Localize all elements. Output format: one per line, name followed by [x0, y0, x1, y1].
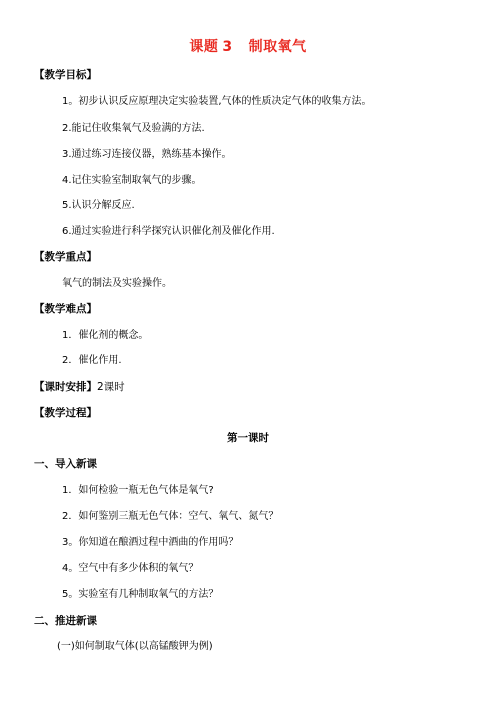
lesson-title: 第一课时: [227, 432, 269, 444]
section2-heading: 二、推进新课: [34, 615, 97, 627]
goal-item-5: 5.认识分解反应.: [62, 200, 135, 211]
difficulty-item-2: 2．催化作用.: [62, 355, 122, 366]
title-prefix: 课题: [189, 39, 219, 55]
section1-item-2: 2．如何鉴别三瓶无色气体：空气、氧气、氮气？: [62, 511, 279, 522]
goals-heading: 【教学目标】: [34, 69, 97, 81]
title-number: 3: [222, 39, 233, 55]
key-points-text: 氧气的制法及实验操作。: [62, 278, 172, 289]
schedule-value: 2课时: [97, 381, 125, 393]
title-name: 制取氧气: [248, 39, 307, 55]
key-points-heading: 【教学重点】: [34, 251, 97, 263]
schedule-heading: 【课时安排】: [34, 381, 97, 393]
difficulties-heading: 【教学难点】: [34, 303, 97, 315]
section1-item-4: 4。空气中有多少体积的氧气？: [62, 563, 199, 574]
goal-item-4: 4.记住实验室制取氧气的步骤。: [62, 175, 202, 186]
goal-item-1: 1。初步认识反应原理决定实验装置,气体的性质决定气体的收集方法。: [62, 96, 372, 107]
section1-item-3: 3。你知道在酿酒过程中酒曲的作用吗？: [62, 537, 239, 548]
difficulty-item-1: 1．催化剂的概念。: [62, 330, 149, 341]
goal-item-3: 3.通过练习连接仪器，熟练基本操作。: [62, 149, 232, 160]
document-title: [0, 40, 496, 54]
section2-sub: (一)如何制取气体(以高锰酸钾为例): [57, 641, 213, 652]
section1-item-5: 5。实验室有几种制取氧气的方法？: [62, 589, 219, 600]
schedule-row: [34, 382, 125, 393]
section1-item-1: 1．如何检验一瓶无色气体是氧气?: [62, 485, 214, 496]
section1-heading: 一、导入新课: [34, 458, 97, 470]
process-heading: 【教学过程】: [34, 407, 97, 419]
goal-item-6: 6.通过实验进行科学探究认识催化剂及催化作用.: [62, 226, 275, 237]
goal-item-2: 2.能记住收集氧气及验满的方法.: [62, 123, 205, 134]
